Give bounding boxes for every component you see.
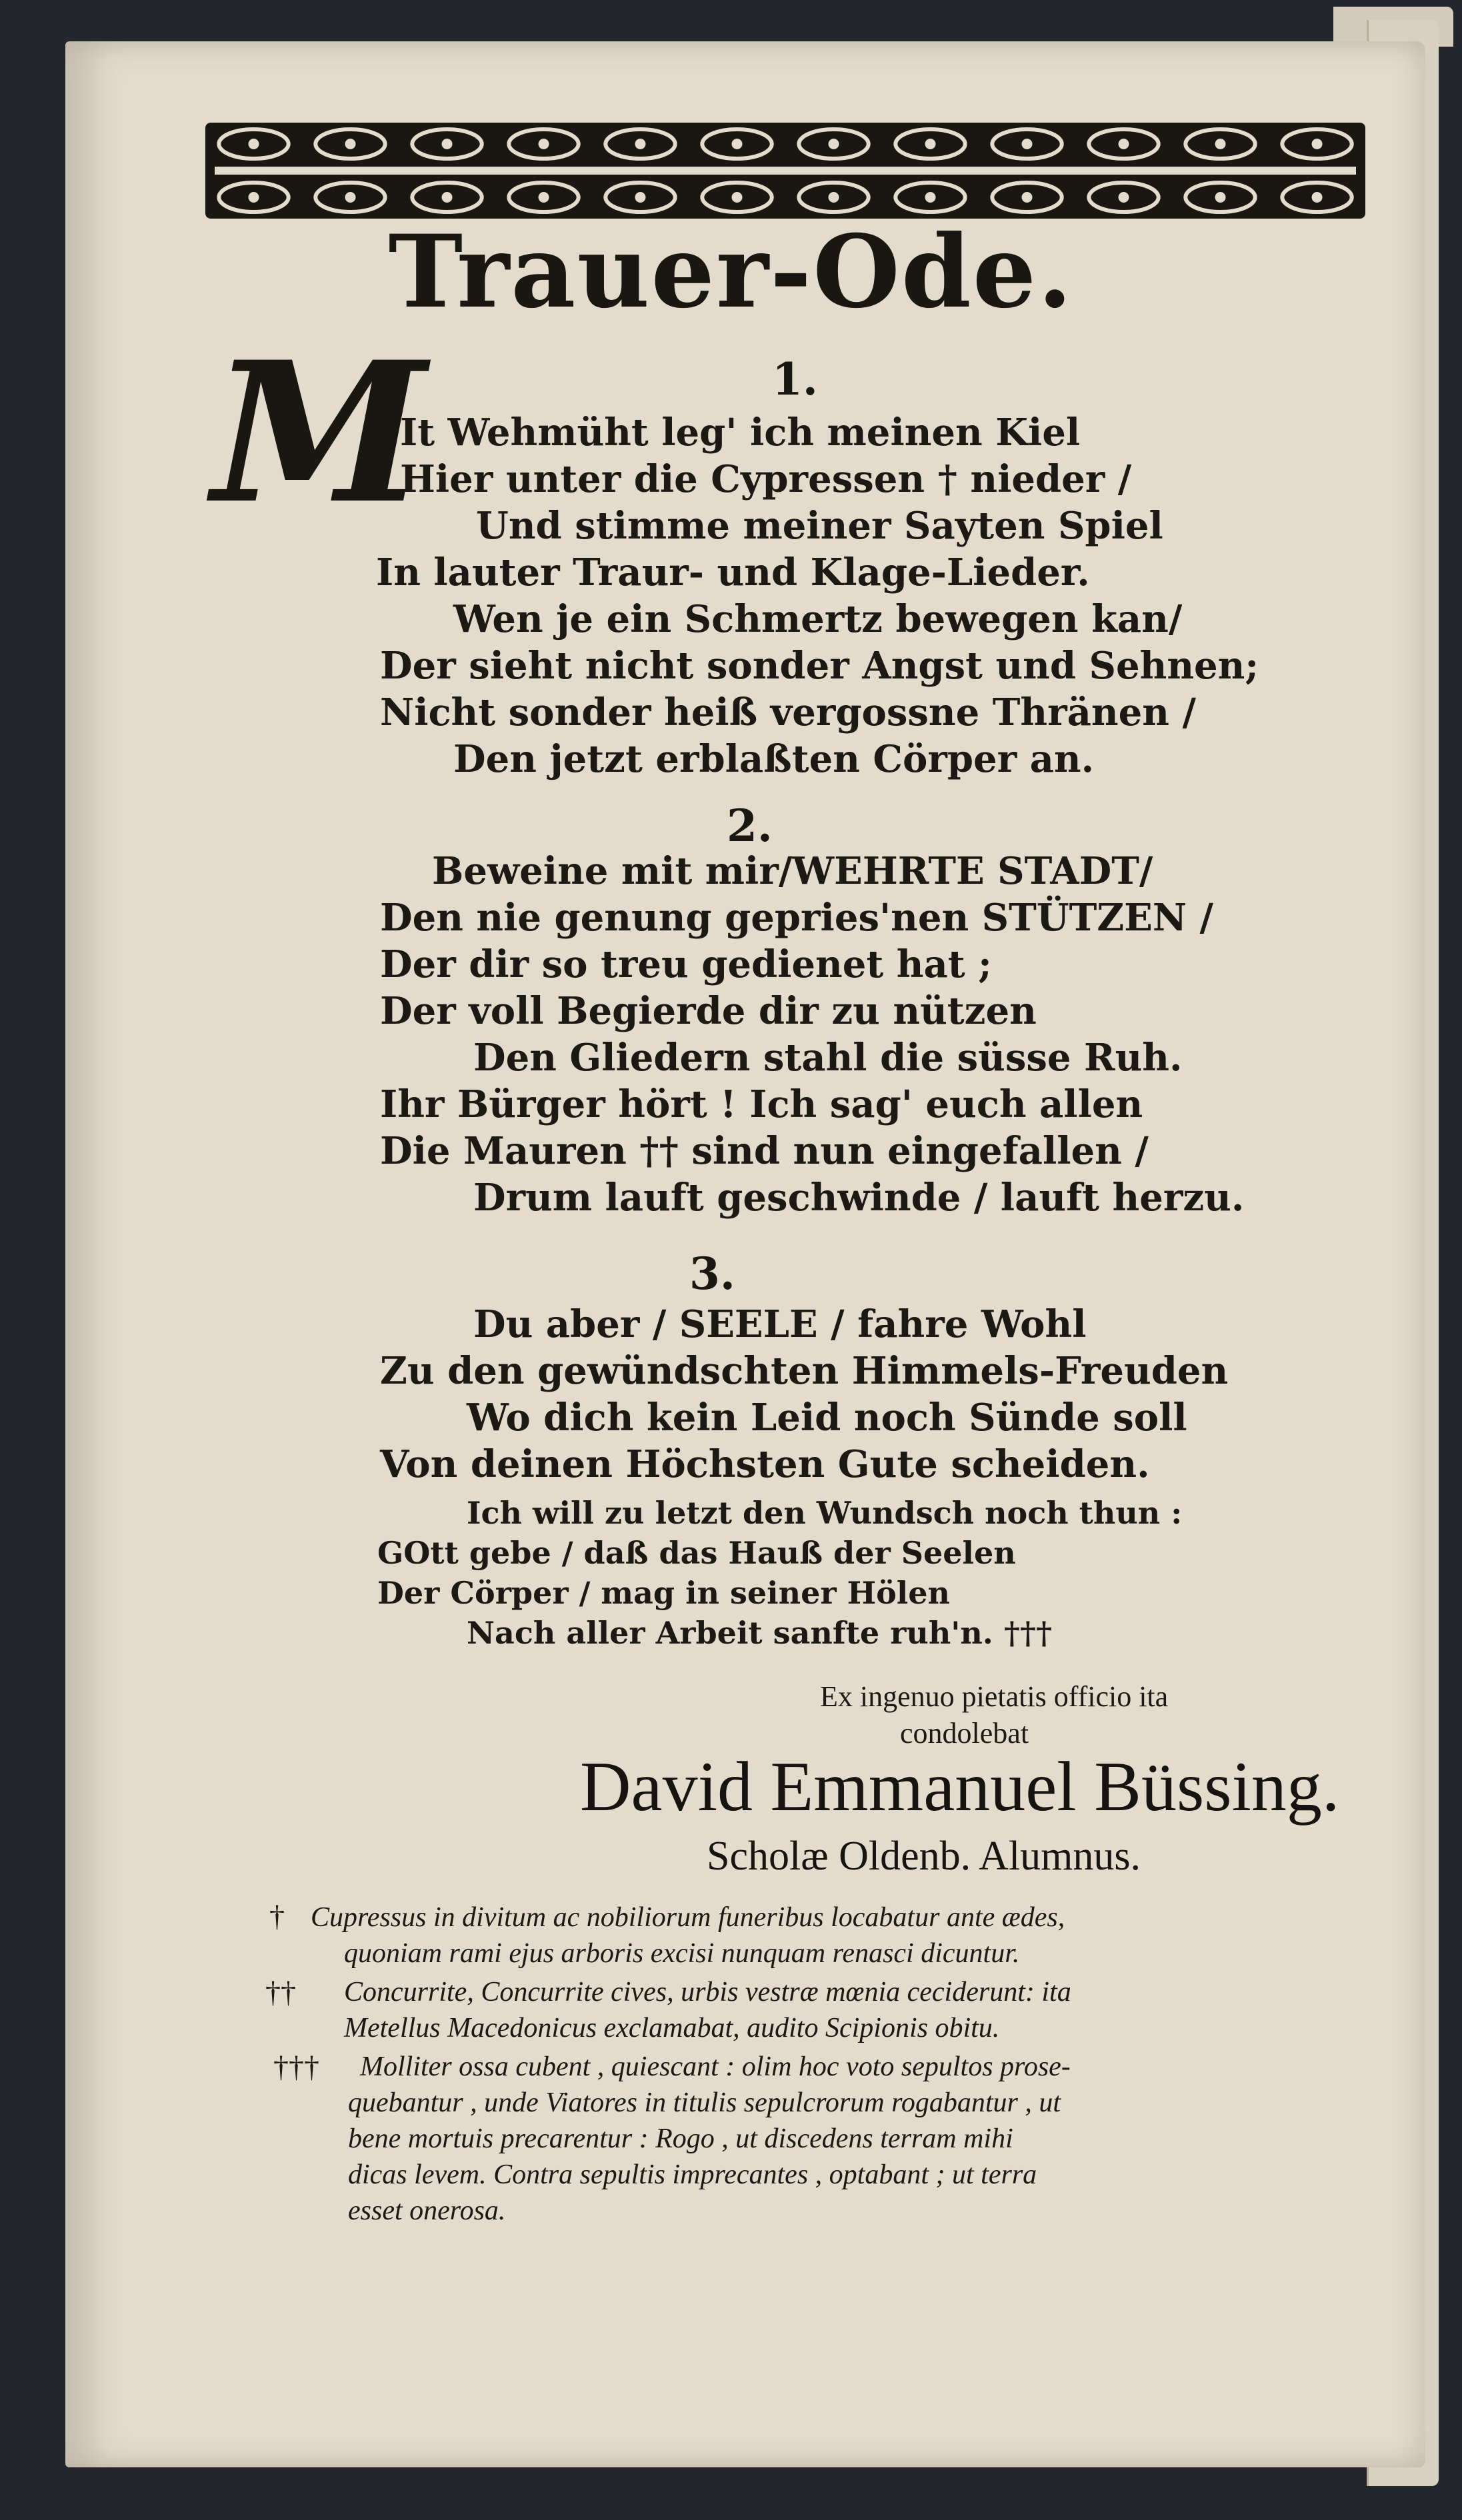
footnote-line: esset onerosa. xyxy=(348,2195,506,2226)
footnote-line: Metellus Macedonicus exclamabat, audito Scipionis obitu. xyxy=(344,2013,1000,2043)
verse-line: Von deinen Höchsten Gute scheiden. xyxy=(380,1442,1150,1486)
verse-line: Zu den gewündschten Himmels-Freuden xyxy=(380,1349,1229,1393)
verse-line: In lauter Traur- und Klage-Lieder. xyxy=(376,551,1090,595)
author-name: David Emmanuel Büssing. xyxy=(580,1748,1340,1826)
footnote-line: Cupressus in divitum ac nobiliorum funeribus locabatur ante ædes, xyxy=(311,1902,1065,1933)
verse-line: Den nie genung gepries'nen STÜTZEN / xyxy=(380,896,1213,940)
verse-line: Der sieht nicht sonder Angst und Sehnen; xyxy=(380,644,1259,688)
footnote-line: Concurrite, Concurrite cives, urbis vestræ mœnia ceciderunt: ita xyxy=(344,1977,1071,2007)
dedication-line: Ex ingenuo pietatis officio ita xyxy=(820,1680,1169,1713)
stanza-1-number: 1. xyxy=(772,353,818,405)
verse-line: Den Gliedern stahl die süsse Ruh. xyxy=(473,1036,1183,1080)
stanza-3-number: 3. xyxy=(689,1248,735,1300)
verse-line: Nicht sonder heiß vergossne Thränen / xyxy=(380,690,1196,734)
footnote-line: bene mortuis precarentur : Rogo , ut discedens terram mihi xyxy=(348,2123,1013,2154)
verse-line: Der Cörper / mag in seiner Hölen xyxy=(377,1575,950,1611)
verse-line: Der dir so treu gedienet hat ; xyxy=(380,942,992,986)
verse-line: Die Mauren †† sind nun eingefallen / xyxy=(380,1129,1149,1173)
drop-cap: M xyxy=(212,320,427,547)
verse-line: Drum lauft geschwinde / lauft herzu. xyxy=(473,1176,1245,1220)
dedication-line: condolebat xyxy=(900,1717,1029,1750)
verse-line: Und stimme meiner Sayten Spiel xyxy=(476,504,1163,548)
footnote-line: quebantur , unde Viatores in titulis sepulcrorum rogabantur , ut xyxy=(348,2087,1061,2118)
footnote-mark: ††† xyxy=(273,2049,319,2083)
bleed-through-shadow xyxy=(1253,320,1387,1919)
verse-line: It Wehmüht leg' ich meinen Kiel xyxy=(400,411,1081,455)
stanza-2-number: 2. xyxy=(727,800,773,852)
author-affiliation: Scholæ Oldenb. Alumnus. xyxy=(707,1834,1141,1879)
footnote-line: Molliter ossa cubent , quiescant : olim hoc voto sepultos prose- xyxy=(360,2051,1071,2082)
footnote-mark: † xyxy=(269,1899,285,1933)
verse-line: Beweine mit mir/WEHRTE STADT/ xyxy=(432,849,1153,893)
verse-line: Du aber / SEELE / fahre Wohl xyxy=(473,1302,1087,1346)
verse-line: Der voll Begierde dir zu nützen xyxy=(380,989,1037,1033)
ornamental-border xyxy=(205,117,1365,224)
verse-line: Ich will zu letzt den Wundsch noch thun : xyxy=(467,1495,1183,1531)
verse-line: Wo dich kein Leid noch Sünde soll xyxy=(467,1396,1187,1440)
verse-line: Hier unter die Cypressen † nieder / xyxy=(400,457,1132,501)
verse-line: Wen je ein Schmertz bewegen kan/ xyxy=(453,597,1183,641)
footnote-mark: †† xyxy=(265,1975,296,2009)
page-title: Trauer-Ode. xyxy=(388,213,1074,331)
footnote-line: quoniam rami ejus arboris excisi nunquam renasci dicuntur. xyxy=(344,1938,1020,1969)
verse-line: Den jetzt erblaßten Cörper an. xyxy=(453,737,1095,781)
verse-line: Ihr Bürger hört ! Ich sag' euch allen xyxy=(380,1082,1143,1126)
verse-line: GOtt gebe / daß das Hauß der Seelen xyxy=(377,1535,1016,1571)
verse-line: Nach aller Arbeit sanfte ruh'n. ††† xyxy=(467,1615,1052,1651)
footnote-line: dicas levem. Contra sepultis imprecantes , optabant ; ut terra xyxy=(348,2159,1037,2190)
